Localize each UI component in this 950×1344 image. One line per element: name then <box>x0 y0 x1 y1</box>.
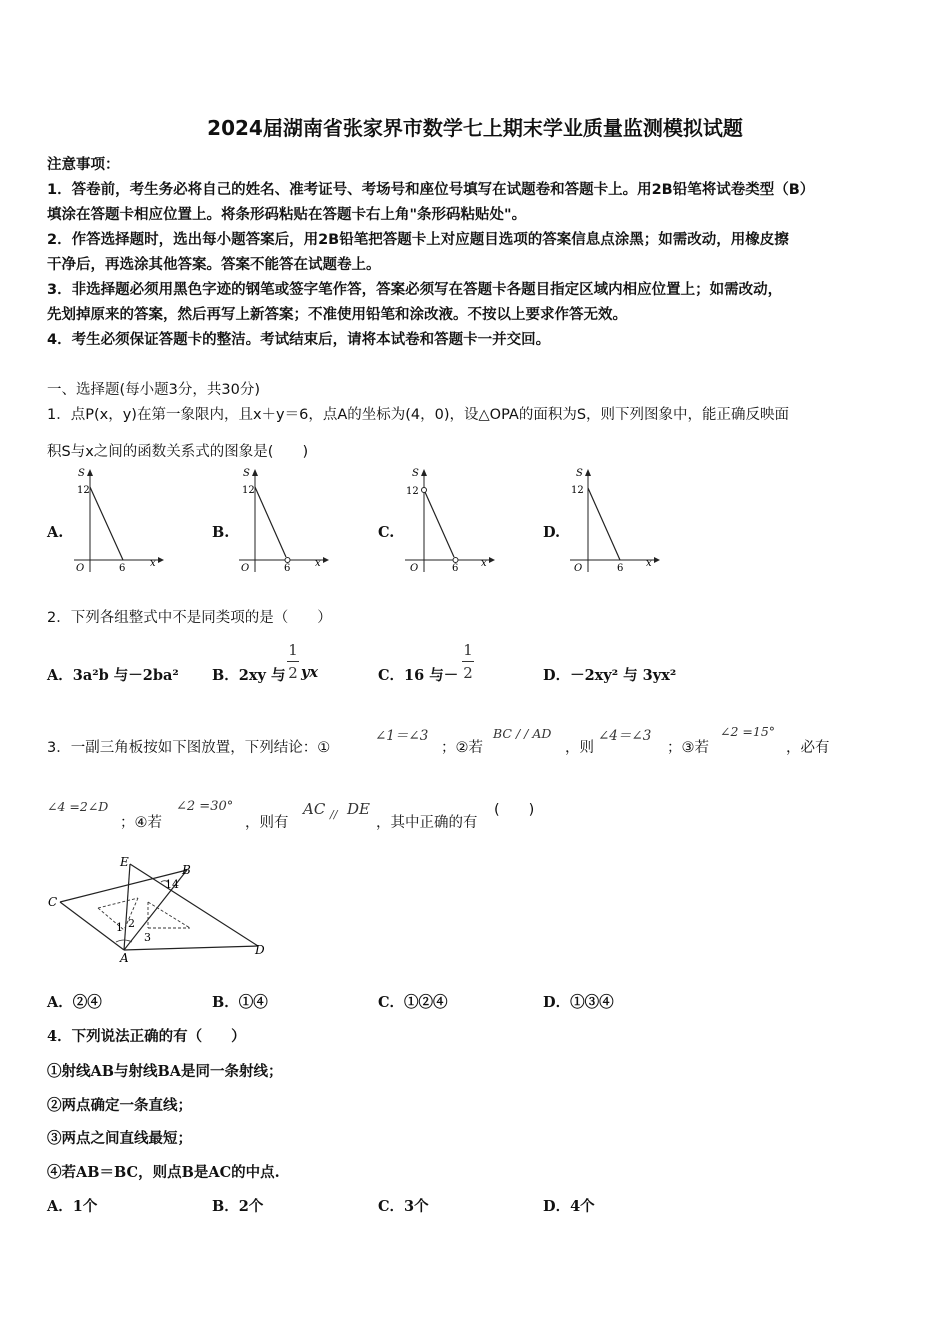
q1-graph-a <box>66 464 166 576</box>
tick-label-6: 6 <box>617 563 624 574</box>
q3-math: DE <box>347 800 370 818</box>
tick-label-6: 6 <box>284 563 291 574</box>
q4-option-a: A．1个 <box>47 1198 98 1215</box>
q3-option-a: A．②④ <box>47 994 102 1011</box>
q3-math: ∠2 =15° <box>720 724 776 739</box>
notice-line: 3．非选择题必须用黑色字迹的钢笔或签字笔作答，答案必须写在答题卡各题目指定区域内相应位置上；如需改动， <box>47 282 783 298</box>
q3-triangle-figure <box>40 852 280 964</box>
q3-option-d: D．①③④ <box>543 994 614 1011</box>
axis-label-x: x <box>150 558 156 569</box>
q2-c-fraction-num: 1 <box>463 641 473 659</box>
q2-option-c-prefix: C．16 与－ <box>378 667 459 684</box>
q1-graph-c <box>397 464 497 576</box>
open-endpoint <box>422 488 427 493</box>
q3-math: // <box>330 808 338 821</box>
axis-label-x: x <box>481 558 487 569</box>
open-endpoint <box>285 558 290 563</box>
q2-b-fraction-num: 1 <box>288 641 298 659</box>
notice-line: 1．答卷前，考生务必将自己的姓名、准考证号、考场号和座位号填写在试题卷和答题卡上。用2B铅笔将试卷类型（B） <box>47 182 815 198</box>
q3-stem: ；②若 <box>441 740 483 756</box>
q3-stem: ；④若 <box>120 815 162 831</box>
notice-line: 干净后，再选涂其他答案。答案不能答在试题卷上。 <box>47 257 381 273</box>
axis-label-s: S <box>243 468 250 479</box>
q3-math: ∠4 =2∠D <box>47 799 109 814</box>
q1-option-b: B. <box>212 524 230 541</box>
q3-math: BC / / AD <box>493 726 552 741</box>
q4-statement: ③两点之间直线最短； <box>47 1130 192 1147</box>
tick-label-12: 12 <box>242 485 255 496</box>
q3-stem: ；③若 <box>667 740 709 756</box>
q3-math: ∠4＝∠3 <box>598 728 652 744</box>
page-title: 2024届湖南省张家界市数学七上期末学业质量监测模拟试题 <box>207 116 743 140</box>
q3-stem: ，其中正确的有 <box>376 815 478 831</box>
q3-answer-paren: ( ) <box>494 802 535 818</box>
q2-option-d: D．－2xy² 与 3yx² <box>543 667 677 684</box>
q4-option-b: B．2个 <box>212 1198 264 1215</box>
q1-stem: 1．点P(x，y)在第一象限内，且x＋y＝6，点A的坐标为(4，0)，设△OPA的面积为S，则下列图象中，能正确反映面 <box>47 407 790 423</box>
notice-heading: 注意事项： <box>47 157 120 173</box>
section-heading: 一、选择题(每小题3分，共30分) <box>47 382 260 398</box>
tick-label-12: 12 <box>77 485 90 496</box>
q4-option-c: C．3个 <box>378 1198 429 1215</box>
notice-line: 先划掉原来的答案，然后再写上新答案；不准使用铅笔和涂改液。不按以上要求作答无效。 <box>47 307 627 323</box>
q3-stem: ，则有 <box>245 815 289 831</box>
q1-option-c: C. <box>378 524 395 541</box>
q3-option-c: C．①②④ <box>378 994 448 1011</box>
q2-c-fraction-den: 2 <box>463 664 473 682</box>
point-label-b: B <box>182 863 191 877</box>
angle-label-3: 3 <box>144 931 151 944</box>
axis-label-s: S <box>412 468 419 479</box>
q4-statement: ①射线AB与射线BA是同一条射线； <box>47 1063 283 1080</box>
notice-line: 4．考生必须保证答题卡的整洁。考试结束后，请将本试卷和答题卡一并交回。 <box>47 332 551 348</box>
origin-label: O <box>574 563 583 574</box>
open-endpoint <box>453 558 458 563</box>
angle-label-2: 2 <box>128 917 135 930</box>
axis-label-s: S <box>78 468 85 479</box>
q4-statement: ②两点确定一条直线； <box>47 1097 192 1114</box>
tick-label-12: 12 <box>571 485 584 496</box>
q3-stem: ，则 <box>565 740 594 756</box>
q1-stem: 积S与x之间的函数关系式的图象是( ) <box>47 444 309 460</box>
q2-b-fraction-bar <box>287 661 299 662</box>
q3-math: ∠2 =30° <box>176 799 234 814</box>
q1-graph-b <box>231 464 331 576</box>
notice-line: 2．作答选择题时，选出每小题答案后，用2B铅笔把答题卡上对应题目选项的答案信息点涂黑；如需改动，用橡皮擦 <box>47 232 789 248</box>
q3-stem: ，必有 <box>786 740 830 756</box>
angle-label-1: 1 <box>116 921 123 934</box>
q3-math: ∠1＝∠3 <box>375 728 429 744</box>
q1-graph-d <box>562 464 662 576</box>
origin-label: O <box>410 563 419 574</box>
q3-stem: 3．一副三角板按如下图放置，下列结论：① <box>47 740 331 756</box>
q4-statement: ④若AB＝BC，则点B是AC的中点. <box>47 1164 280 1181</box>
point-label-c: C <box>48 895 58 909</box>
q1-option-d: D. <box>543 524 561 541</box>
q2-option-b-suffix: yx <box>301 664 319 681</box>
q3-math: AC <box>303 800 326 818</box>
notice-line: 填涂在答题卡相应位置上。将条形码粘贴在答题卡右上角"条形码粘贴处"。 <box>47 207 527 223</box>
tick-label-6: 6 <box>452 563 459 574</box>
tick-label-6: 6 <box>119 563 126 574</box>
point-label-d: D <box>255 943 265 957</box>
tick-label-12: 12 <box>406 486 419 497</box>
axis-label-x: x <box>646 558 652 569</box>
q2-stem: 2．下列各组整式中不是同类项的是（ ） <box>47 610 332 626</box>
axis-label-s: S <box>576 468 583 479</box>
q2-option-a: A．3a²b 与－2ba² <box>47 667 179 684</box>
origin-label: O <box>76 563 85 574</box>
origin-label: O <box>241 563 250 574</box>
q2-c-fraction-bar <box>462 661 474 662</box>
angle-label-1-top: 1 <box>165 878 172 891</box>
angle-label-4: 4 <box>172 878 179 891</box>
q3-option-b: B．①④ <box>212 994 268 1011</box>
q4-option-d: D．4个 <box>543 1198 595 1215</box>
axis-label-x: x <box>315 558 321 569</box>
point-label-a: A <box>120 951 129 964</box>
q2-option-b-prefix: B．2xy 与 <box>212 667 286 684</box>
q1-option-a: A. <box>47 524 64 541</box>
point-label-e: E <box>120 855 129 869</box>
q2-b-fraction-den: 2 <box>288 664 298 682</box>
q4-stem: 4．下列说法正确的有（ ） <box>47 1028 246 1045</box>
